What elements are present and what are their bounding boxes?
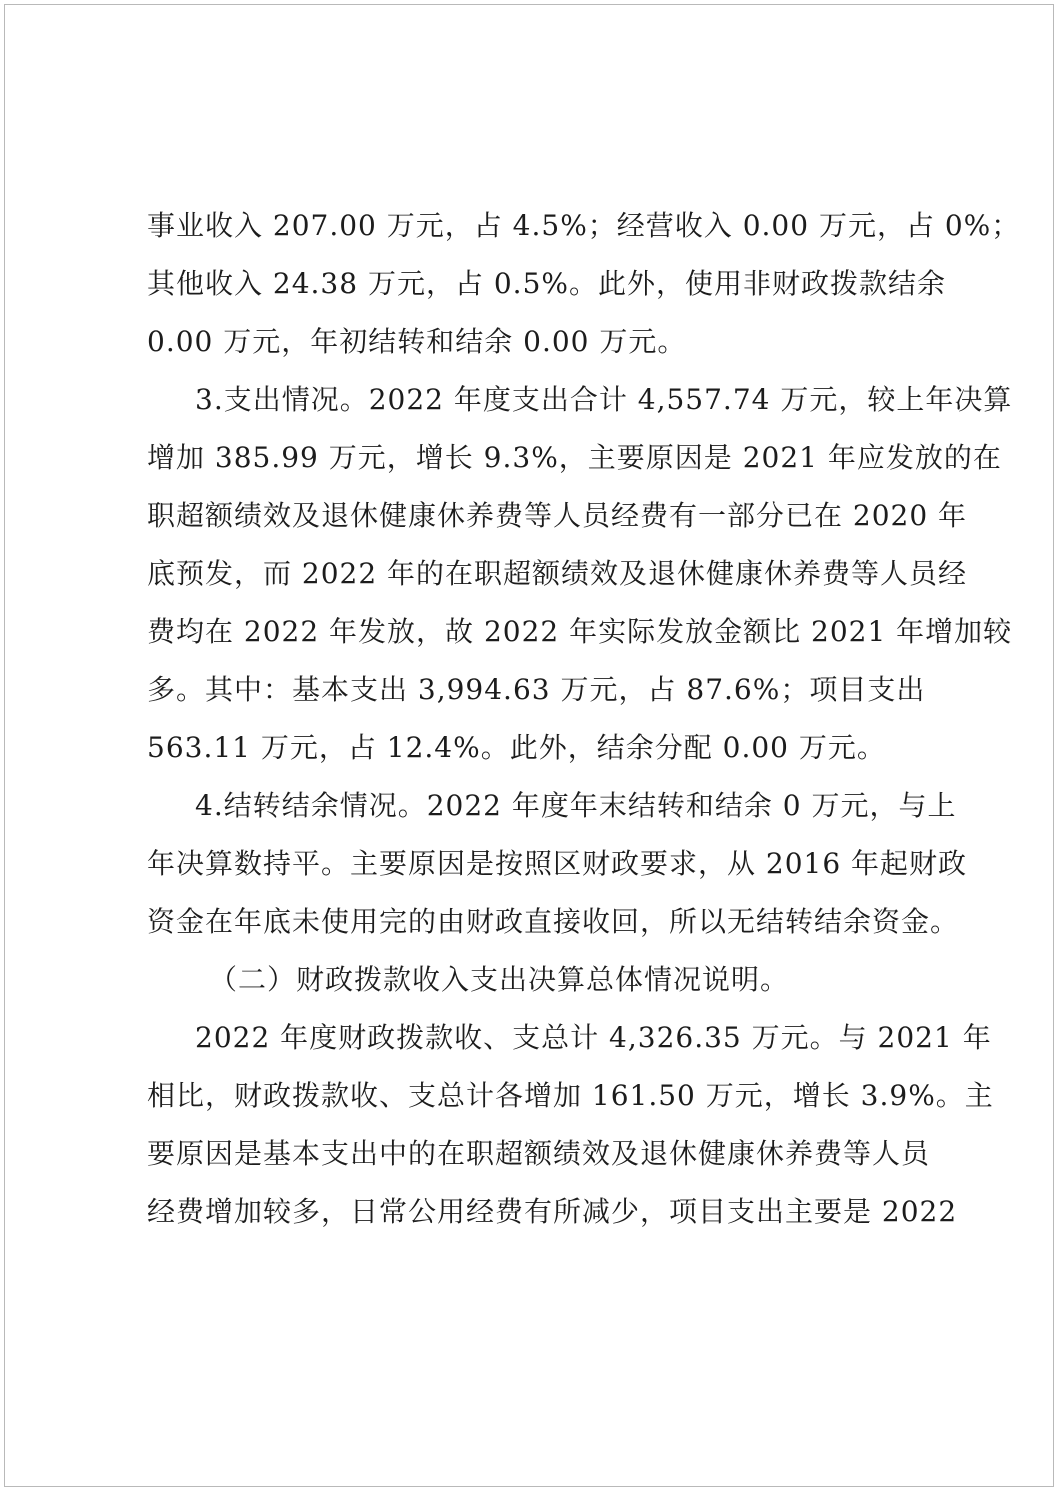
text-line: 563.11 万元，占 12.4%。此外，结余分配 0.00 万元。	[147, 731, 886, 764]
section-heading-fiscal-appropriation: （二）财政拨款收入支出决算总体情况说明。	[209, 963, 790, 996]
document-page	[4, 4, 1054, 1487]
text-line: 0.00 万元，年初结转和结余 0.00 万元。	[147, 325, 687, 358]
text-line: 费均在 2022 年发放，故 2022 年实际发放金额比 2021 年增加较	[147, 615, 1013, 648]
section-heading-carryover: 4.结转结余情况。2022 年度年末结转和结余 0 万元，与上	[195, 789, 957, 822]
text-line: 相比，财政拨款收、支总计各增加 161.50 万元，增长 3.9%。主	[147, 1079, 994, 1112]
document-body	[147, 197, 1021, 1241]
text-line: 增加 385.99 万元，增长 9.3%，主要原因是 2021 年应发放的在	[147, 441, 1002, 474]
text-line: 年决算数持平。主要原因是按照区财政要求，从 2016 年起财政	[147, 847, 968, 880]
section-heading-expenditure: 3.支出情况。2022 年度支出合计 4,557.74 万元，较上年决算	[195, 383, 1013, 416]
text-line: 资金在年底未使用完的由财政直接收回，所以无结转结余资金。	[147, 905, 960, 938]
text-line: 经费增加较多，日常公用经费有所减少，项目支出主要是 2022	[147, 1195, 958, 1228]
text-line: 底预发，而 2022 年的在职超额绩效及退休健康休养费等人员经	[147, 557, 968, 590]
text-line: 多。其中：基本支出 3,994.63 万元，占 87.6%；项目支出	[147, 673, 926, 706]
text-line: 2022 年度财政拨款收、支总计 4,326.35 万元。与 2021 年	[195, 1021, 992, 1054]
text-line: 事业收入 207.00 万元，占 4.5%；经营收入 0.00 万元，占 0%；	[147, 209, 1021, 242]
text-line: 职超额绩效及退休健康休养费等人员经费有一部分已在 2020 年	[147, 499, 968, 532]
text-line: 要原因是基本支出中的在职超额绩效及退休健康休养费等人员	[147, 1137, 931, 1170]
text-line: 其他收入 24.38 万元，占 0.5%。此外，使用非财政拨款结余	[147, 267, 946, 300]
